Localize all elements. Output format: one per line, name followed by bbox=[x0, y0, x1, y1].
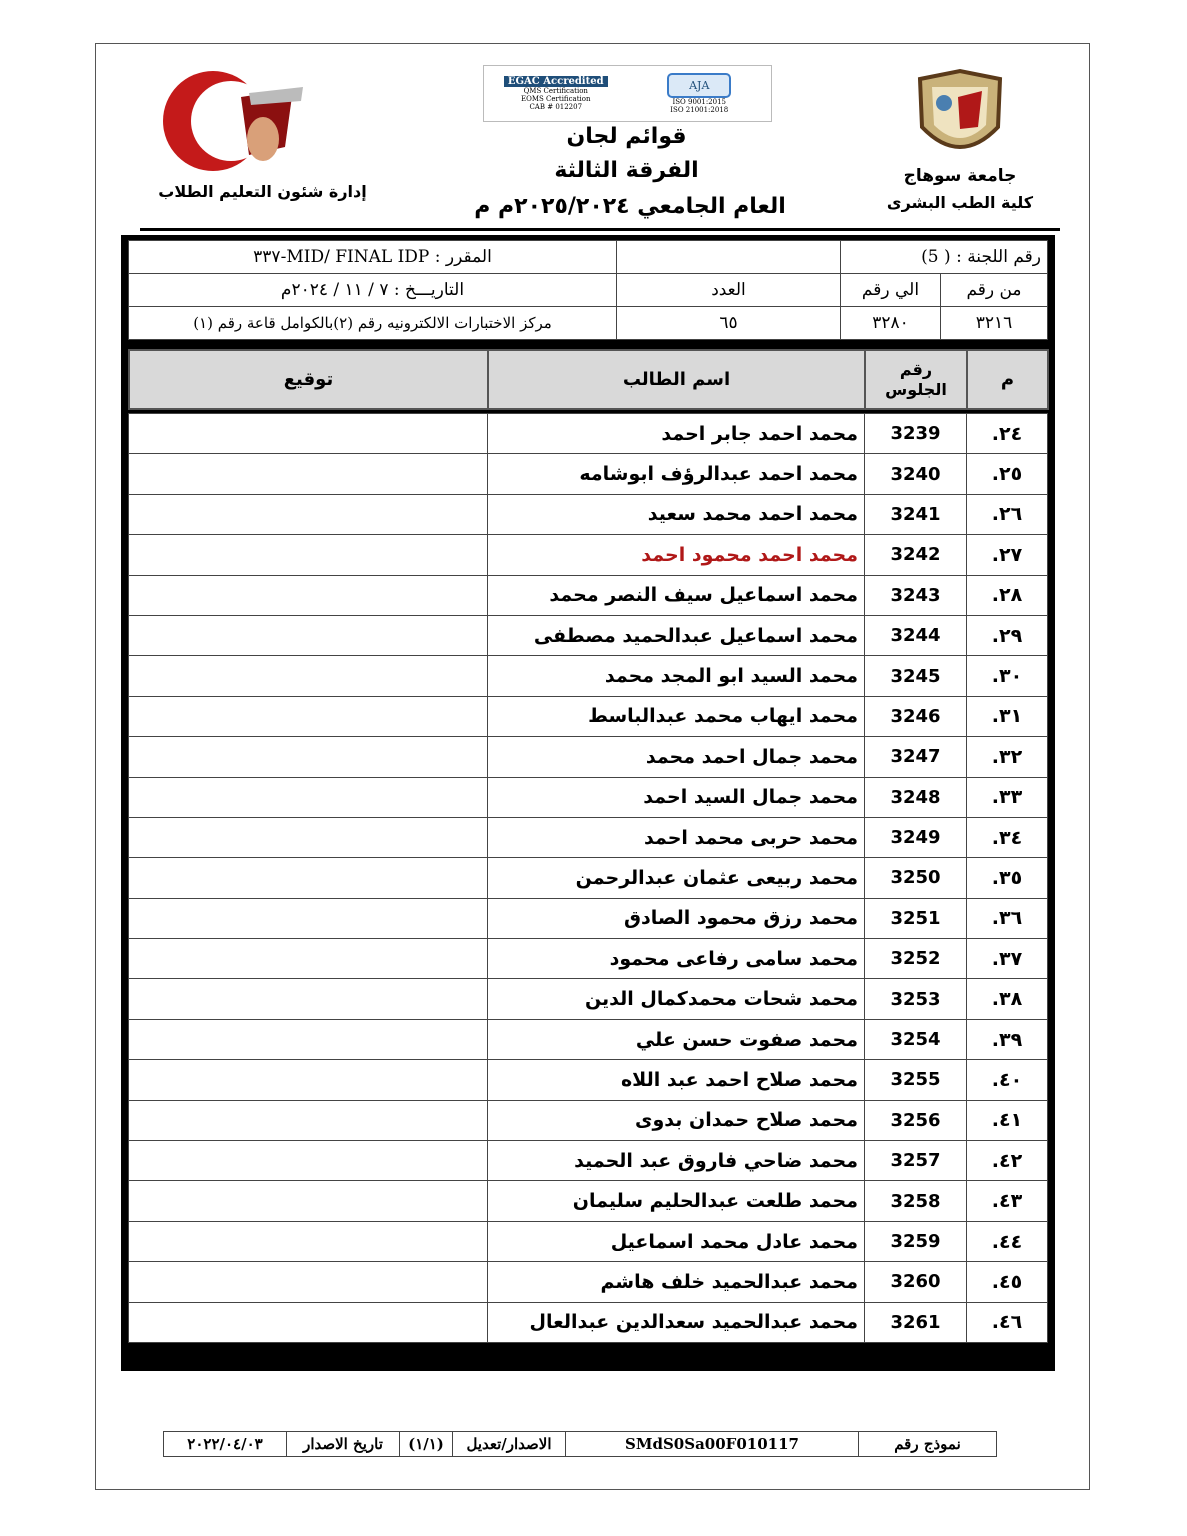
issue-date: ٢٠٢٢/٠٤/٠٣ bbox=[164, 1432, 287, 1457]
students-table-header bbox=[128, 349, 1049, 410]
course-code: المقرر : MID/ FINAL IDP-٣٣٧ bbox=[129, 241, 617, 274]
seat-number: 3260 bbox=[865, 1262, 967, 1302]
table-row bbox=[129, 1100, 1048, 1140]
table-row bbox=[129, 1141, 1048, 1181]
signature-cell bbox=[129, 454, 488, 494]
signature-cell bbox=[129, 696, 488, 736]
seat-number: 3239 bbox=[865, 414, 967, 454]
row-index: ٢٤. bbox=[967, 414, 1048, 454]
column-index: م bbox=[967, 350, 1048, 409]
signature-cell bbox=[129, 817, 488, 857]
signature-cell bbox=[129, 535, 488, 575]
table-row bbox=[129, 656, 1048, 696]
row-index: ٣٦. bbox=[967, 898, 1048, 938]
table-row bbox=[129, 454, 1048, 494]
exam-location: مركز الاختبارات الالكترونيه رقم (٢)بالكوامل قاعة رقم (١) bbox=[129, 307, 617, 340]
seat-number: 3250 bbox=[865, 858, 967, 898]
student-name: محمد اسماعيل عبدالحميد مصطفى bbox=[488, 615, 865, 655]
signature-cell bbox=[129, 1262, 488, 1302]
table-row bbox=[129, 898, 1048, 938]
seat-number: 3255 bbox=[865, 1060, 967, 1100]
signature-cell bbox=[129, 1302, 488, 1342]
column-signature: توقيع bbox=[129, 350, 488, 409]
accreditation-logos bbox=[483, 65, 772, 122]
row-index: ٢٩. bbox=[967, 615, 1048, 655]
row-index: ٣٣. bbox=[967, 777, 1048, 817]
accreditation-text: ISO 9001:2015 bbox=[672, 98, 726, 106]
header-divider bbox=[140, 228, 1060, 231]
signature-cell bbox=[129, 414, 488, 454]
table-row bbox=[129, 858, 1048, 898]
student-name: محمد اسماعيل سيف النصر محمد bbox=[488, 575, 865, 615]
seat-number: 3261 bbox=[865, 1302, 967, 1342]
student-name: محمد احمد محمود احمد bbox=[488, 535, 865, 575]
academic-year: العام الجامعي ٢٠٢٥/٢٠٢٤م م bbox=[474, 194, 786, 219]
column-student-name: اسم الطالب bbox=[488, 350, 865, 409]
student-name: محمد السيد ابو المجد محمد bbox=[488, 656, 865, 696]
accreditation-text: CAB # 012207 bbox=[529, 103, 583, 111]
accreditation-text: ISO 21001:2018 bbox=[670, 106, 729, 114]
row-index: ٣٢. bbox=[967, 737, 1048, 777]
signature-cell bbox=[129, 1100, 488, 1140]
student-name: محمد رزق محمود الصادق bbox=[488, 898, 865, 938]
table-row bbox=[129, 535, 1048, 575]
row-index: ٣٥. bbox=[967, 858, 1048, 898]
seat-number: 3247 bbox=[865, 737, 967, 777]
exam-date: التاريـــخ : ٧ / ١١ / ٢٠٢٤م bbox=[129, 274, 617, 307]
seat-number: 3242 bbox=[865, 535, 967, 575]
student-name: محمد حربى محمد احمد bbox=[488, 817, 865, 857]
row-index: ٤٦. bbox=[967, 1302, 1048, 1342]
signature-cell bbox=[129, 858, 488, 898]
row-index: ٣٩. bbox=[967, 1019, 1048, 1059]
issue-date-label: تاريخ الاصدار bbox=[287, 1432, 400, 1457]
table-row bbox=[129, 1060, 1048, 1100]
row-index: ٢٥. bbox=[967, 454, 1048, 494]
seat-number: 3249 bbox=[865, 817, 967, 857]
student-name: محمد ايهاب محمد عبدالباسط bbox=[488, 696, 865, 736]
student-name: محمد صفوت حسن علي bbox=[488, 1019, 865, 1059]
version-label: الاصدار/تعديل bbox=[453, 1432, 566, 1457]
row-index: ٣٠. bbox=[967, 656, 1048, 696]
student-name: محمد صلاح حمدان بدوى bbox=[488, 1100, 865, 1140]
signature-cell bbox=[129, 979, 488, 1019]
count-label: العدد bbox=[617, 274, 841, 307]
empty-cell bbox=[617, 241, 841, 274]
student-name: محمد شحات محمدكمال الدين bbox=[488, 979, 865, 1019]
student-name: محمد طلعت عبدالحليم سليمان bbox=[488, 1181, 865, 1221]
row-index: ٤٣. bbox=[967, 1181, 1048, 1221]
row-index: ٤١. bbox=[967, 1100, 1048, 1140]
student-name: محمد احمد جابر احمد bbox=[488, 414, 865, 454]
aja-logo: AJA bbox=[667, 73, 731, 98]
seat-number: 3251 bbox=[865, 898, 967, 938]
student-count: ٦٥ bbox=[617, 307, 841, 340]
faculty-logo bbox=[150, 66, 325, 176]
signature-cell bbox=[129, 737, 488, 777]
signature-cell bbox=[129, 656, 488, 696]
student-name: محمد احمد عبدالرؤف ابوشامه bbox=[488, 454, 865, 494]
seat-number: 3246 bbox=[865, 696, 967, 736]
seat-number: 3240 bbox=[865, 454, 967, 494]
table-row bbox=[129, 494, 1048, 534]
to-number: ٣٢٨٠ bbox=[841, 307, 941, 340]
seat-number: 3254 bbox=[865, 1019, 967, 1059]
table-row bbox=[129, 737, 1048, 777]
committee-info-table bbox=[128, 240, 1048, 340]
student-name: محمد ضاحي فاروق عبد الحميد bbox=[488, 1141, 865, 1181]
row-index: ٤٤. bbox=[967, 1221, 1048, 1261]
row-index: ٢٦. bbox=[967, 494, 1048, 534]
table-row bbox=[129, 1262, 1048, 1302]
seat-number: 3252 bbox=[865, 939, 967, 979]
signature-cell bbox=[129, 777, 488, 817]
student-name: محمد صلاح احمد عبد اللاه bbox=[488, 1060, 865, 1100]
seat-number: 3256 bbox=[865, 1100, 967, 1140]
signature-cell bbox=[129, 1060, 488, 1100]
row-index: ٢٧. bbox=[967, 535, 1048, 575]
university-seal-logo bbox=[905, 66, 1015, 166]
to-label: الي رقم bbox=[841, 274, 941, 307]
seat-number: 3244 bbox=[865, 615, 967, 655]
table-row bbox=[129, 414, 1048, 454]
seat-number: 3253 bbox=[865, 979, 967, 1019]
table-row bbox=[129, 575, 1048, 615]
student-name: محمد عبدالحميد سعدالدين عبدالعال bbox=[488, 1302, 865, 1342]
seat-number: 3258 bbox=[865, 1181, 967, 1221]
form-footer bbox=[163, 1431, 997, 1457]
row-index: ٣٨. bbox=[967, 979, 1048, 1019]
table-row bbox=[129, 696, 1048, 736]
version-number: (١/١) bbox=[400, 1432, 453, 1457]
student-name: محمد سامى رفاعى محمود bbox=[488, 939, 865, 979]
table-row bbox=[129, 1181, 1048, 1221]
accreditation-text: QMS Certification bbox=[523, 87, 588, 95]
students-table bbox=[128, 413, 1048, 1343]
level-title: الفرقة الثالثة bbox=[554, 158, 699, 183]
from-number: ٣٢١٦ bbox=[941, 307, 1048, 340]
signature-cell bbox=[129, 1221, 488, 1261]
faculty-name: كلية الطب البشرى bbox=[886, 193, 1034, 212]
student-name: محمد احمد محمد سعيد bbox=[488, 494, 865, 534]
form-number: SMdS0Sa00F010117 bbox=[566, 1432, 859, 1457]
column-seat-number: رقم الجلوس bbox=[865, 350, 967, 409]
table-row bbox=[129, 615, 1048, 655]
row-index: ٤٢. bbox=[967, 1141, 1048, 1181]
table-row bbox=[129, 1019, 1048, 1059]
signature-cell bbox=[129, 494, 488, 534]
student-name: محمد عبدالحميد خلف هاشم bbox=[488, 1262, 865, 1302]
table-row bbox=[129, 777, 1048, 817]
table-row bbox=[129, 939, 1048, 979]
row-index: ٣٤. bbox=[967, 817, 1048, 857]
committee-number: رقم اللجنة : ( 5) bbox=[841, 241, 1048, 274]
from-label: من رقم bbox=[941, 274, 1048, 307]
student-name: محمد جمال السيد احمد bbox=[488, 777, 865, 817]
signature-cell bbox=[129, 615, 488, 655]
form-number-label: نموذج رقم bbox=[859, 1432, 997, 1457]
student-name: محمد عادل محمد اسماعيل bbox=[488, 1221, 865, 1261]
table-row bbox=[129, 817, 1048, 857]
signature-cell bbox=[129, 1141, 488, 1181]
signature-cell bbox=[129, 898, 488, 938]
seat-number: 3257 bbox=[865, 1141, 967, 1181]
department-name: إدارة شئون التعليم الطلاب bbox=[158, 182, 367, 201]
seat-number: 3259 bbox=[865, 1221, 967, 1261]
table-row bbox=[129, 979, 1048, 1019]
seat-number: 3245 bbox=[865, 656, 967, 696]
signature-cell bbox=[129, 939, 488, 979]
university-name: جامعة سوهاج bbox=[903, 166, 1017, 186]
row-index: ٢٨. bbox=[967, 575, 1048, 615]
row-index: ٣١. bbox=[967, 696, 1048, 736]
signature-cell bbox=[129, 1019, 488, 1059]
row-index: ٤٥. bbox=[967, 1262, 1048, 1302]
row-index: ٣٧. bbox=[967, 939, 1048, 979]
accreditation-text: EOMS Certification bbox=[521, 95, 591, 103]
signature-cell bbox=[129, 1181, 488, 1221]
page-title: قوائم لجان bbox=[566, 124, 687, 149]
seat-number: 3241 bbox=[865, 494, 967, 534]
table-row bbox=[129, 1221, 1048, 1261]
egac-logo: EGAC Accredited bbox=[504, 76, 608, 87]
student-name: محمد جمال احمد محمد bbox=[488, 737, 865, 777]
row-index: ٤٠. bbox=[967, 1060, 1048, 1100]
table-row bbox=[129, 1302, 1048, 1342]
signature-cell bbox=[129, 575, 488, 615]
seat-number: 3248 bbox=[865, 777, 967, 817]
seat-number: 3243 bbox=[865, 575, 967, 615]
student-name: محمد ربيعى عثمان عبدالرحمن bbox=[488, 858, 865, 898]
